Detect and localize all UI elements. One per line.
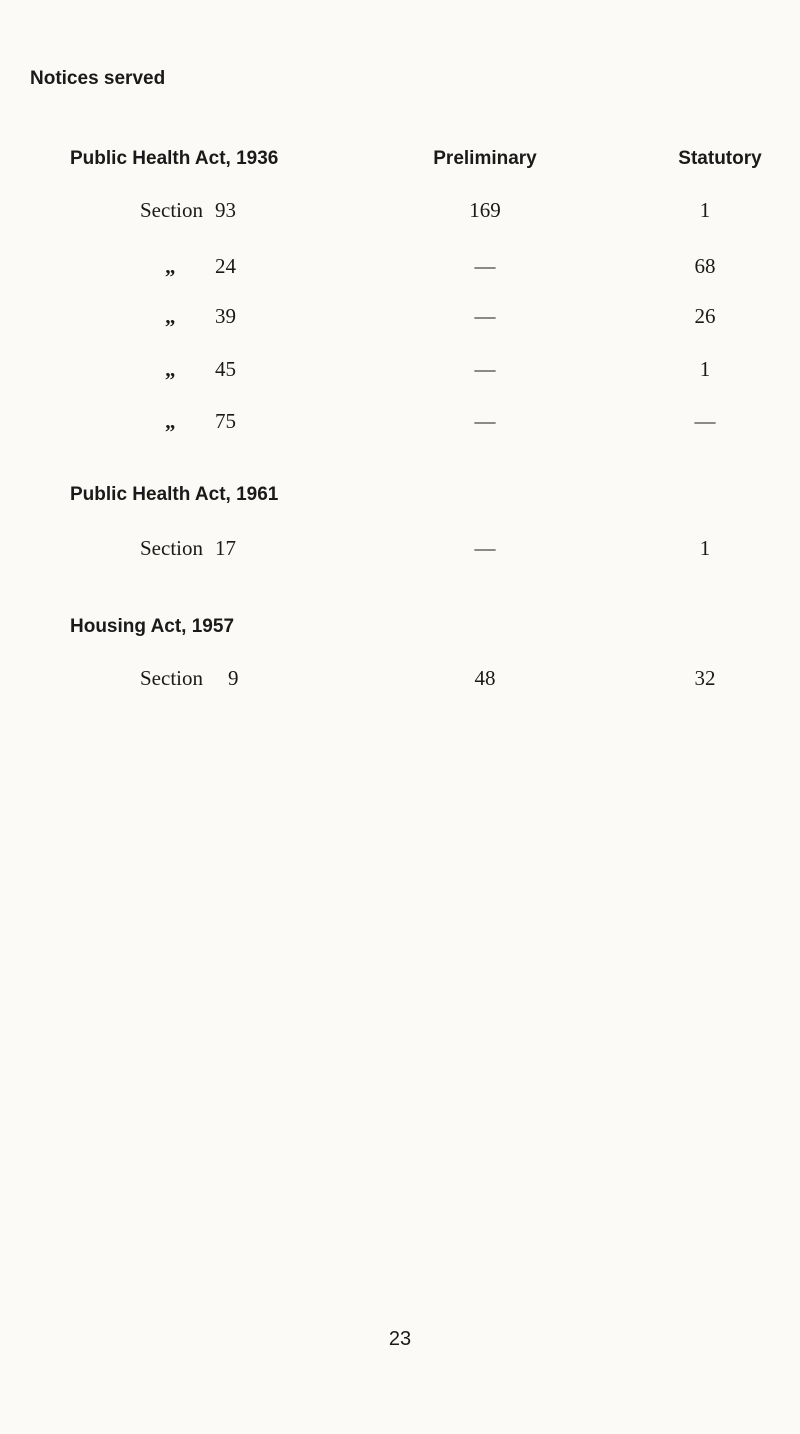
column-header-statutory: Statutory — [678, 148, 762, 169]
row-statutory-value: 32 — [694, 666, 716, 690]
row-label: Section — [140, 536, 203, 560]
row-statutory-value: 1 — [699, 536, 711, 560]
ditto-mark: „ — [165, 254, 176, 278]
row-preliminary-value: — — [474, 357, 496, 381]
row-label: Section — [140, 198, 203, 222]
row-statutory-value: 1 — [699, 198, 711, 222]
page-number: 23 — [388, 1328, 412, 1350]
act-heading-ph-1936: Public Health Act, 1936 — [70, 148, 279, 169]
row-preliminary-value: 169 — [469, 198, 501, 222]
row-preliminary-value: 48 — [474, 666, 496, 690]
row-section-number: 17 — [215, 536, 236, 560]
ditto-mark: „ — [165, 304, 176, 328]
row-preliminary-value: — — [474, 536, 496, 560]
row-preliminary-value: — — [474, 409, 496, 433]
row-statutory-value: 68 — [694, 254, 716, 278]
ditto-mark: „ — [165, 409, 176, 433]
row-section-number: 45 — [215, 357, 236, 381]
section-title: Notices served — [30, 68, 166, 89]
row-preliminary-value: — — [474, 304, 496, 328]
row-section-number: 75 — [215, 409, 236, 433]
row-statutory-value: 26 — [694, 304, 716, 328]
row-statutory-value: — — [694, 409, 716, 433]
row-section-number: 39 — [215, 304, 236, 328]
act-heading-housing-1957: Housing Act, 1957 — [70, 616, 235, 637]
column-header-preliminary: Preliminary — [433, 148, 537, 169]
row-section-number: 93 — [215, 198, 236, 222]
ditto-mark: „ — [165, 357, 176, 381]
row-section-number: 24 — [215, 254, 236, 278]
row-preliminary-value: — — [474, 254, 496, 278]
row-label: Section — [140, 666, 203, 690]
act-heading-ph-1961: Public Health Act, 1961 — [70, 484, 279, 505]
row-section-number: 9 — [228, 666, 239, 690]
row-statutory-value: 1 — [699, 357, 711, 381]
